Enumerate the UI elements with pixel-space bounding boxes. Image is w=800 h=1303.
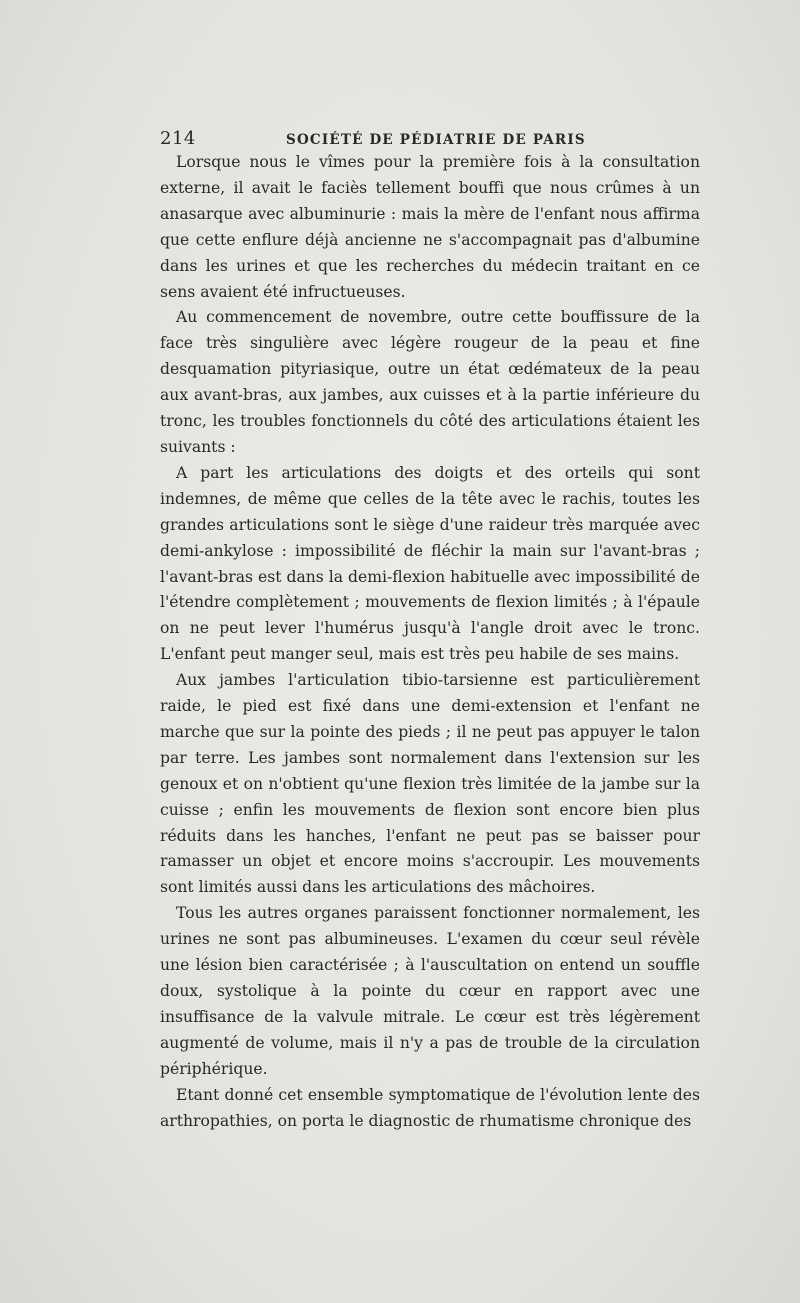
page-number: 214	[160, 128, 196, 149]
paragraph: A part les articulations des doigts et des orteils qui sont indemnes, de même que celles de la tête avec le rachis, toutes les grandes articulations sont le siège d'une raideur très marquée avec demi-ankylose : impossibilité de fléchir la main sur l'avant-bras ; l'avant-bras est dans la demi-flexion habituelle avec impossibilité de l'étendre complètement ; mouvements de flexion limités ; à l'épaule on ne peut lever l'humérus jusqu'à l'angle droit avec le tronc. L'enfant peut manger seul, mais est très peu habile de ses mains.	[160, 463, 700, 664]
paragraph: Etant donné cet ensemble symptomatique de l'évolution lente des arthropathies, on porta le diagnostic de rhumatisme chronique des	[160, 1085, 700, 1130]
paragraph: Aux jambes l'articulation tibio-tarsienne est particulièrement raide, le pied est fixé dans une demi-extension et l'enfant ne marche que sur la pointe des pieds ; il ne peut pas appuyer le talon par terre. Les jambes sont normalement dans l'extension sur les genoux et on n'obtient qu'une flexion très limitée de la jambe sur la cuisse ; enfin les mouvements de flexion sont encore bien plus réduits dans les hanches, l'enfant ne peut pas se baisser pour ramasser un objet et encore moins s'accroupir. Les mouvements sont limités aussi dans les articulations des mâchoires.	[160, 671, 700, 897]
paragraph: Tous les autres organes paraissent fonctionner normalement, les urines ne sont pas albumineuses. L'examen du cœur seul révèle une lésion bien caractérisée ; à l'auscultation on entend un souffle doux, systolique à la pointe du cœur en rapport avec une insuffisance de la valvule mitrale. Le cœur est très légèrement augmenté de volume, mais il n'y a pas de trouble de la circulation périphérique.	[160, 904, 700, 1078]
paragraph: Lorsque nous le vîmes pour la première fois à la consultation externe, il avait le faciès tellement bouffi que nous crûmes à un anasarque avec albuminurie : mais la mère de l'enfant nous affirma que cette enflure déjà ancienne ne s'accompagnait pas d'albumine dans les urines et que les recherches du médecin traitant en ce sens avaient été infructueuses.	[160, 153, 700, 301]
body-text	[160, 150, 700, 1134]
running-title: SOCIÉTÉ DE PÉDIATRIE DE PARIS	[286, 132, 586, 148]
paragraph: Au commencement de novembre, outre cette bouffissure de la face très singulière avec légère rougeur de la peau et fine desquamation pityriasique, outre un état œdémateux de la peau aux avant-bras, aux jambes, aux cuisses et à la partie inférieure du tronc, les troubles fonctionnels du côté des articulations étaient les suivants :	[160, 308, 700, 456]
